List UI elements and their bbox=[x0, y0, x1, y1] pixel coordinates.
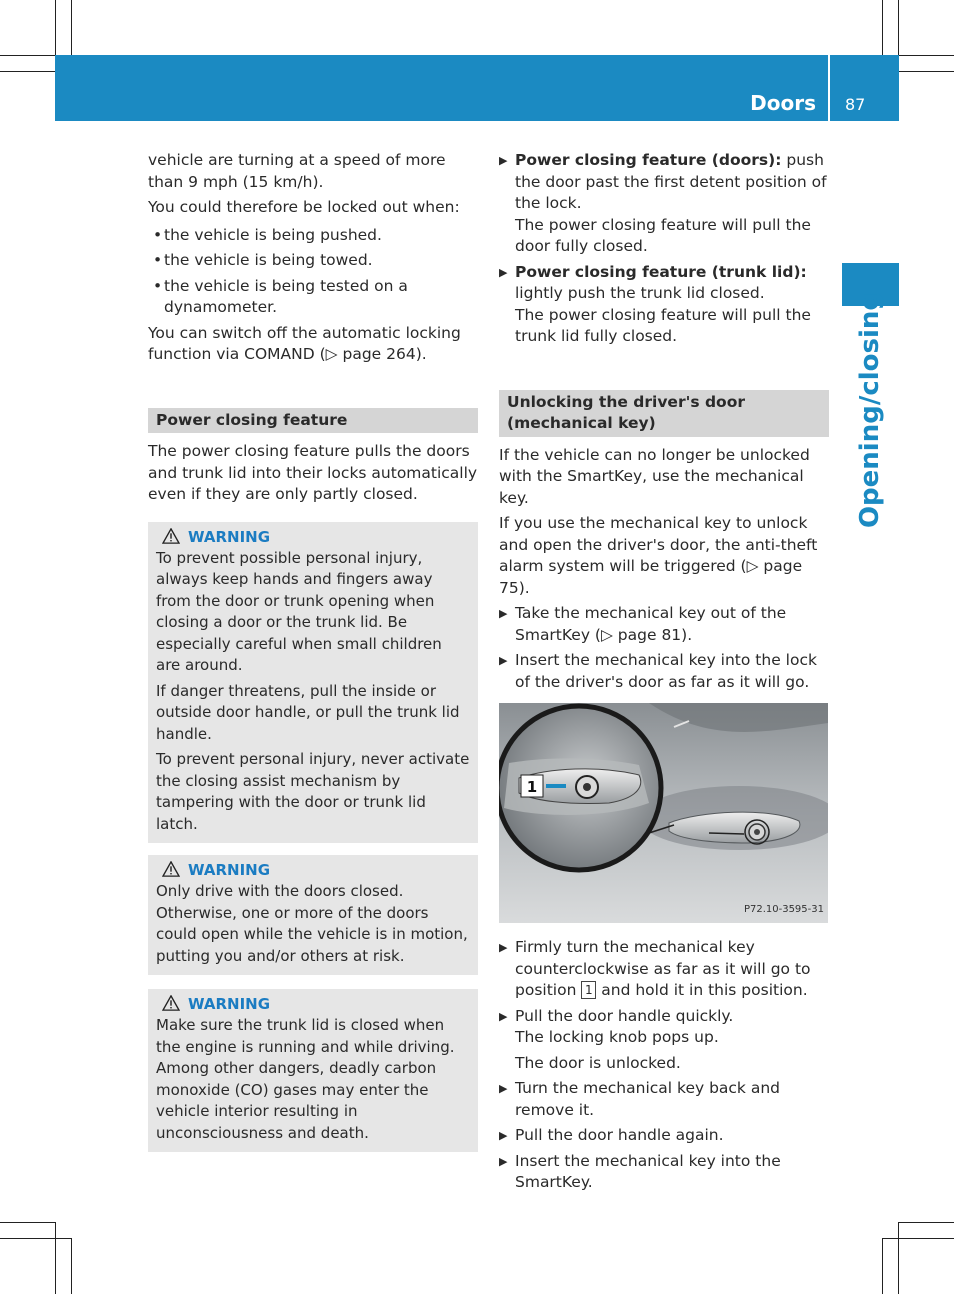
warning-text: If danger threatens, pull the inside or outside door handle, or pull the trunk lid handle. bbox=[156, 681, 460, 743]
crop-mark bbox=[0, 1222, 55, 1223]
step-arrow-icon: ▶ bbox=[499, 1154, 508, 1168]
step-result: The power closing feature will pull the door fully closed. bbox=[515, 215, 811, 255]
step-arrow-icon: ▶ bbox=[499, 1129, 508, 1142]
warning-title: WARNING bbox=[188, 995, 271, 1013]
step-arrow-icon: ▶ bbox=[499, 154, 508, 167]
crop-mark bbox=[898, 0, 899, 55]
instruction-step: ▶ Power closing feature (trunk lid): lightly push the trunk lid closed. The power closing feature will pull the trunk lid fully closed. bbox=[499, 262, 829, 348]
crop-mark bbox=[55, 1222, 56, 1294]
instruction-step: ▶ Firmly turn the mechanical key counterclockwise as far as it will go to position 1 and hold it in this position. bbox=[499, 938, 811, 999]
crop-mark bbox=[899, 1222, 954, 1223]
crop-mark bbox=[55, 0, 56, 55]
crop-mark bbox=[0, 1238, 71, 1239]
list-item: • the vehicle is being pushed. bbox=[148, 225, 478, 247]
step-result: The locking knob pops up. bbox=[515, 1028, 719, 1046]
warning-box bbox=[148, 989, 478, 1152]
instruction-step: ▶ Take the mechanical key out of the SmartKey (▷ page 81). bbox=[499, 604, 787, 644]
crop-mark bbox=[0, 71, 55, 72]
intro-paragraph: vehicle are turning at a speed of more than 9 mph (15 km/h). bbox=[148, 151, 446, 191]
section-heading-power-closing: Power closing feature bbox=[148, 408, 478, 434]
warning-title: WARNING bbox=[188, 527, 271, 546]
warning-text: To prevent possible personal injury, always keep hands and fingers away from the door or trunk opening when closing a door or the trunk lid. Be especially careful when small children are around. bbox=[156, 548, 442, 674]
step-label: Power closing feature (doors): bbox=[515, 151, 782, 169]
left-column bbox=[148, 150, 478, 1152]
crop-mark bbox=[0, 55, 55, 56]
crop-mark bbox=[899, 55, 954, 56]
crop-mark bbox=[882, 1238, 883, 1294]
header-separator bbox=[828, 55, 830, 121]
warning-triangle-icon bbox=[162, 995, 180, 1011]
step-arrow-icon: ▶ bbox=[499, 607, 508, 620]
crop-mark bbox=[883, 1238, 954, 1239]
step-arrow-icon: ▶ bbox=[499, 1009, 508, 1023]
warning-text: Make sure the trunk lid is closed when the engine is running and while driving. Among other dangers, deadly carbon monoxide (CO) gases may enter the vehicle interior resulting in unconsciousness and death. bbox=[156, 1016, 455, 1142]
step-label: Power closing feature (trunk lid): bbox=[515, 262, 807, 281]
instruction-step: ▶ Power closing feature (doors): push the door past the first detent position of the lock. The power closing feature will pull the door fully closed. bbox=[499, 150, 829, 258]
door-handle-figure bbox=[499, 703, 828, 923]
crop-mark bbox=[71, 1238, 72, 1294]
section-heading-unlocking: Unlocking the driver's door (mechanical key) bbox=[499, 390, 829, 437]
instruction-step: ▶ Pull the door handle again. bbox=[499, 1125, 829, 1147]
step-arrow-icon: ▶ bbox=[499, 654, 508, 667]
warning-title: WARNING bbox=[188, 861, 271, 879]
list-item: • the vehicle is being tested on a dynamometer. bbox=[148, 276, 478, 319]
warning-box bbox=[148, 522, 478, 844]
warning-box bbox=[148, 855, 478, 975]
crop-mark bbox=[899, 71, 954, 72]
right-column bbox=[499, 150, 829, 1198]
warning-text: Only drive with the doors closed. Otherwise, one or more of the doors could open while the vehicle is in motion, putting you and/or others at risk. bbox=[156, 882, 468, 965]
crop-mark bbox=[898, 1222, 899, 1294]
step-result: The door is unlocked. bbox=[515, 1053, 681, 1072]
unlock-paragraph: If the vehicle can no longer be unlocked with the SmartKey, use the mechanical key. bbox=[499, 445, 810, 507]
side-tab-label: Opening/closing bbox=[855, 291, 885, 529]
instruction-step: ▶ Turn the mechanical key back and remove it. bbox=[499, 1079, 780, 1119]
power-closing-description: The power closing feature pulls the doors and trunk lid into their locks automatically even if they are only partly closed. bbox=[148, 442, 478, 503]
figure-callout-number: 1 bbox=[526, 778, 538, 796]
warning-triangle-icon bbox=[162, 528, 180, 544]
instruction-step: ▶ Pull the door handle quickly. The locking knob pops up. The door is unlocked. bbox=[499, 1006, 829, 1075]
unlock-paragraph: If you use the mechanical key to unlock and open the driver's door, the anti-theft alarm system will be triggered (▷ page 75). bbox=[499, 514, 818, 597]
instruction-step: ▶ Insert the mechanical key into the SmartKey. bbox=[499, 1151, 781, 1191]
list-item: • the vehicle is being towed. bbox=[148, 250, 478, 272]
step-arrow-icon: ▶ bbox=[499, 265, 508, 279]
step-arrow-icon: ▶ bbox=[499, 941, 508, 954]
crop-mark bbox=[882, 0, 883, 55]
door-handle-illustration bbox=[499, 703, 828, 923]
warning-triangle-icon bbox=[162, 861, 180, 877]
warning-text: To prevent personal injury, never activate the closing assist mechanism by tampering with the door or trunk lid latch. bbox=[156, 750, 470, 833]
figure-caption: P72.10-3595-31 bbox=[743, 903, 824, 915]
switch-off-paragraph: You can switch off the automatic locking function via COMAND (▷ page 264). bbox=[148, 323, 461, 363]
lockout-intro: You could therefore be locked out when: bbox=[148, 198, 460, 216]
page-number: 87 bbox=[845, 95, 866, 114]
instruction-step: ▶ Insert the mechanical key into the lock of the driver's door as far as it will go. bbox=[499, 651, 817, 691]
crop-mark bbox=[71, 0, 72, 55]
step-result: The power closing feature will pull the trunk lid fully closed. bbox=[515, 305, 811, 345]
position-number-box: 1 bbox=[581, 981, 596, 999]
section-title: Doors bbox=[750, 91, 816, 115]
step-arrow-icon: ▶ bbox=[499, 1082, 508, 1095]
